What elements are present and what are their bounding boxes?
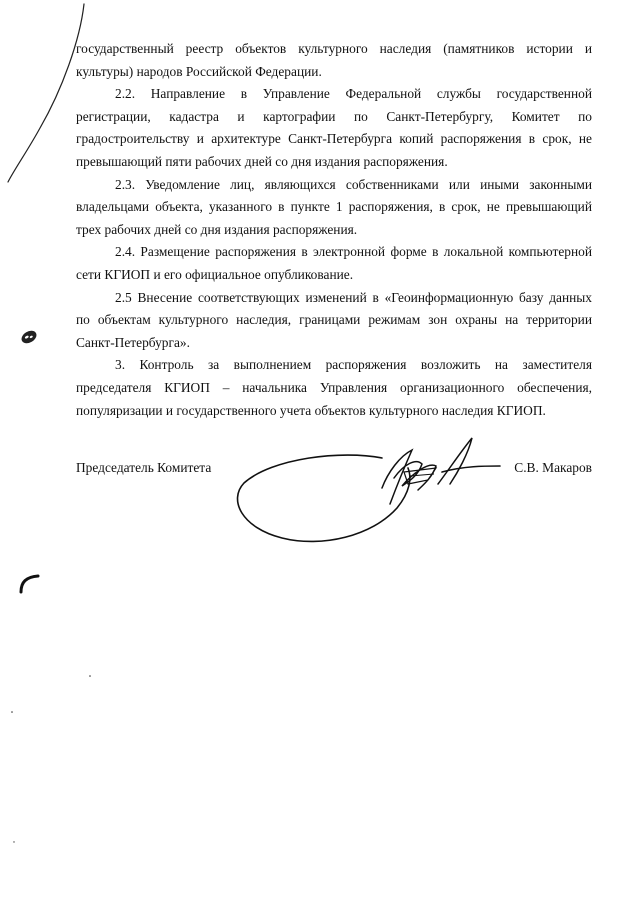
- paragraph-2-2: 2.2. Направление в Управление Федеральной службы государственной регистрации, кадастра и картографии по Санкт-Петербургу, Комитет по градостроительству и архитектуре Санкт-Петербурга копий распоряжения в срок, не превышающий пяти рабочих дней со дня издания распоряжения.: [76, 86, 592, 169]
- corner-mark: [18, 572, 42, 596]
- paragraph-2-4: 2.4. Размещение распоряжения в электронной форме в локальной компьютерной сети КГИОП и его официальное опубликование.: [76, 244, 592, 282]
- margin-stamp-mark: [18, 326, 40, 348]
- document-body: [76, 38, 592, 422]
- paragraph-3: 3. Контроль за выполнением распоряжения возложить на заместителя председателя КГИОП – начальника Управления организационного обеспечения, популяризации и государственного учета объектов культурного наследия КГИОП.: [76, 357, 592, 418]
- handwritten-signature: [232, 428, 512, 558]
- paragraph-2-5: 2.5 Внесение соответствующих изменений в «Геоинформационную базу данных по объектам культурного наследия, границами режимам зон охраны на территории Санкт-Петербурга».: [76, 289, 592, 350]
- signatory-name: С.В. Макаров: [514, 460, 592, 475]
- signatory-title: Председатель Комитета: [76, 460, 212, 475]
- paragraph-1-continuation: государственный реестр объектов культурного наследия (памятников истории и культуры) народов Российской Федерации.: [76, 41, 592, 79]
- paragraph-2-3: 2.3. Уведомление лиц, являющихся собственниками или иными законными владельцами объекта, указанного в пункте 1 распоряжения, в срок, не превышающий трех рабочих дней со дня издания распоряжения.: [76, 176, 592, 237]
